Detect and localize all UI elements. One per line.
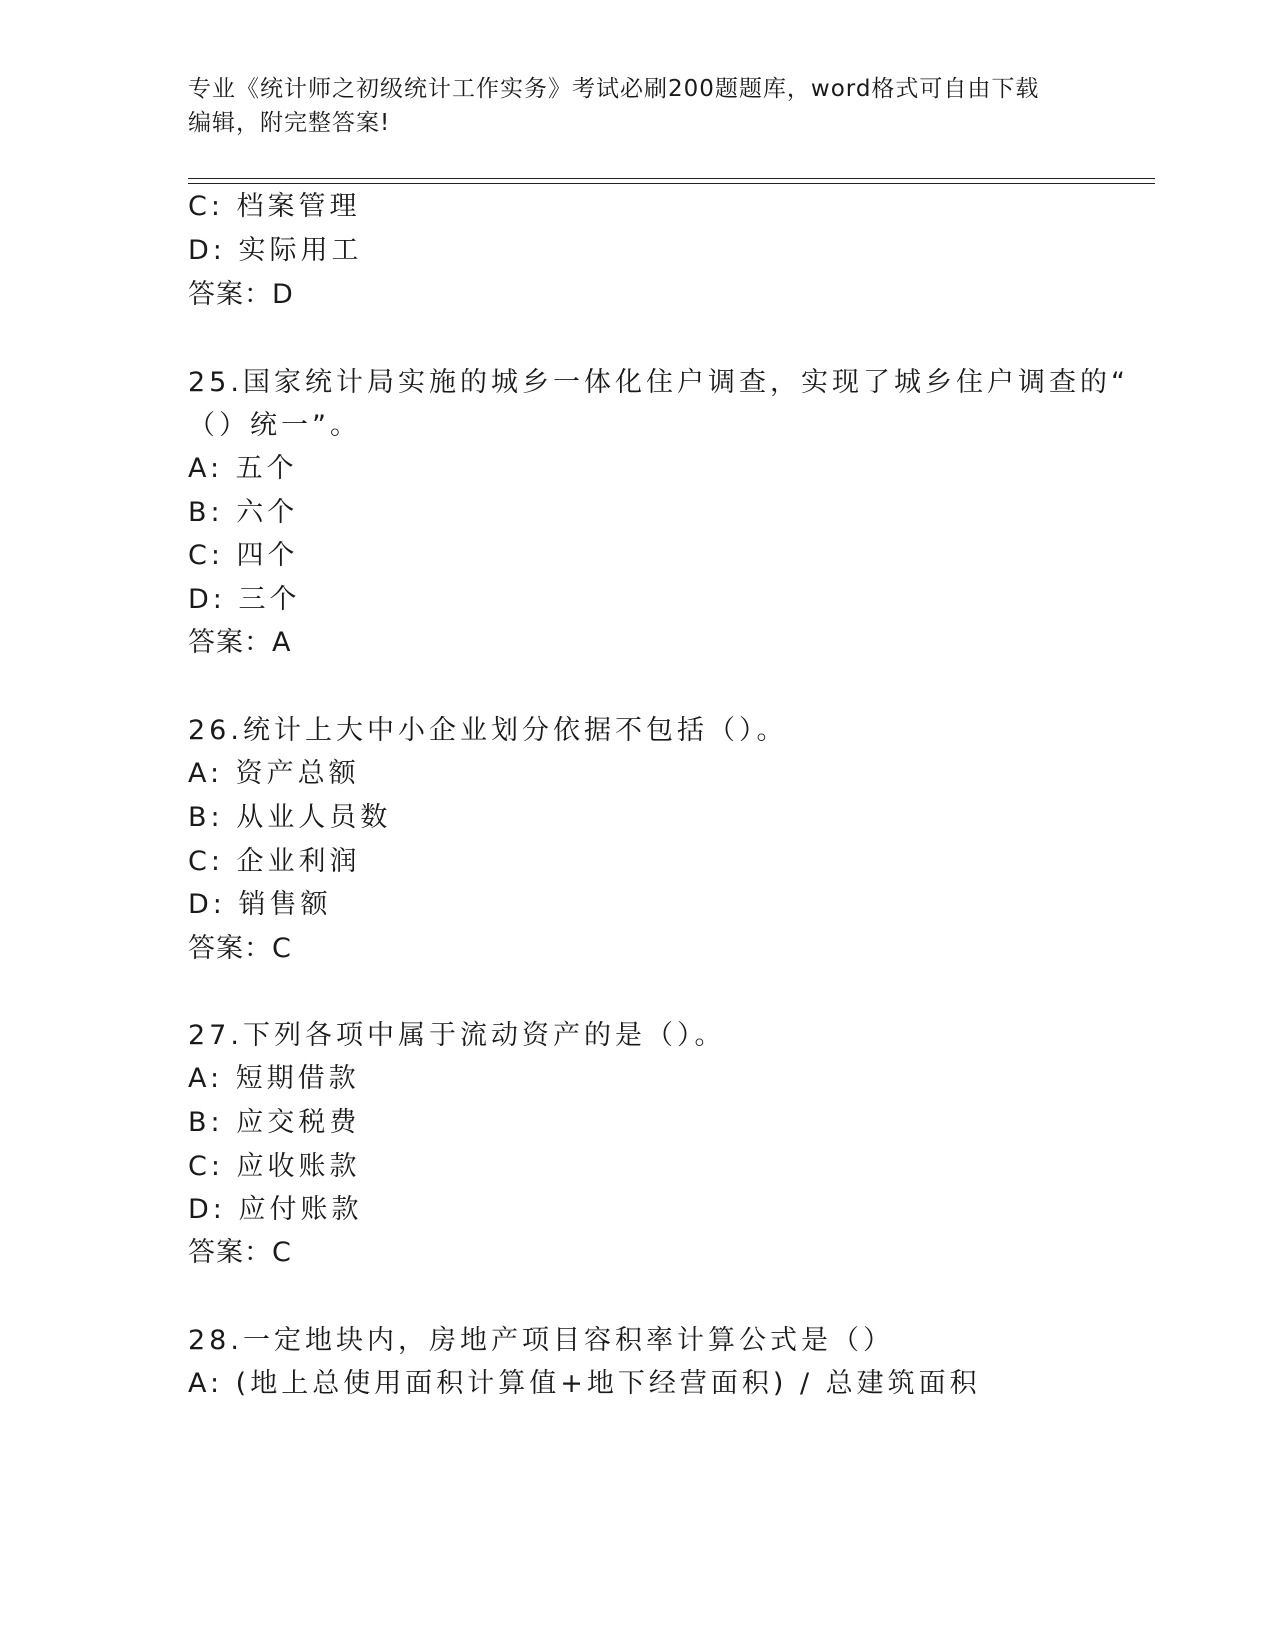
option-a: A: 五个 <box>188 453 298 484</box>
option-b: B: 从业人员数 <box>188 802 392 833</box>
answer: 答案：D <box>188 279 294 310</box>
option-d: D: 销售额 <box>188 889 332 920</box>
option-d: D: 三个 <box>188 584 301 615</box>
document-header <box>188 72 1088 140</box>
option-c: C: 应收账款 <box>188 1151 361 1182</box>
question-text: 28.一定地块内，房地产项目容积率计算公式是（） <box>188 1325 894 1356</box>
question-text-line-2: （）统一”。 <box>188 410 361 441</box>
option-a: A: (地上总使用面积计算值+地下经营面积) / 总建筑面积 <box>188 1368 981 1399</box>
option-c: C: 企业利润 <box>188 846 361 877</box>
question-text: 27.下列各项中属于流动资产的是（）。 <box>188 1020 726 1051</box>
question-text-line-1: 25.国家统计局实施的城乡一体化住户调查，实现了城乡住户调查的“ <box>188 367 1129 398</box>
option-b: B: 应交税费 <box>188 1107 361 1138</box>
option-d: D: 应付账款 <box>188 1194 363 1225</box>
option-a: A: 短期借款 <box>188 1063 360 1094</box>
header-divider-bottom <box>188 183 1155 184</box>
option-d: D: 实际用工 <box>188 235 363 266</box>
answer: 答案：C <box>188 1237 292 1268</box>
option-c: C: 档案管理 <box>188 191 361 222</box>
option-c: C: 四个 <box>188 540 299 571</box>
question-text: 26.统计上大中小企业划分依据不包括（）。 <box>188 715 788 746</box>
header-line-1: 专业《统计师之初级统计工作实务》考试必刷200题题库，word格式可自由下载 <box>188 76 1040 102</box>
header-divider-top <box>188 178 1155 179</box>
option-b: B: 六个 <box>188 497 299 528</box>
answer: 答案：C <box>188 933 292 964</box>
option-a: A: 资产总额 <box>188 758 360 789</box>
header-line-2: 编辑，附完整答案! <box>188 110 391 136</box>
answer: 答案：A <box>188 627 292 658</box>
